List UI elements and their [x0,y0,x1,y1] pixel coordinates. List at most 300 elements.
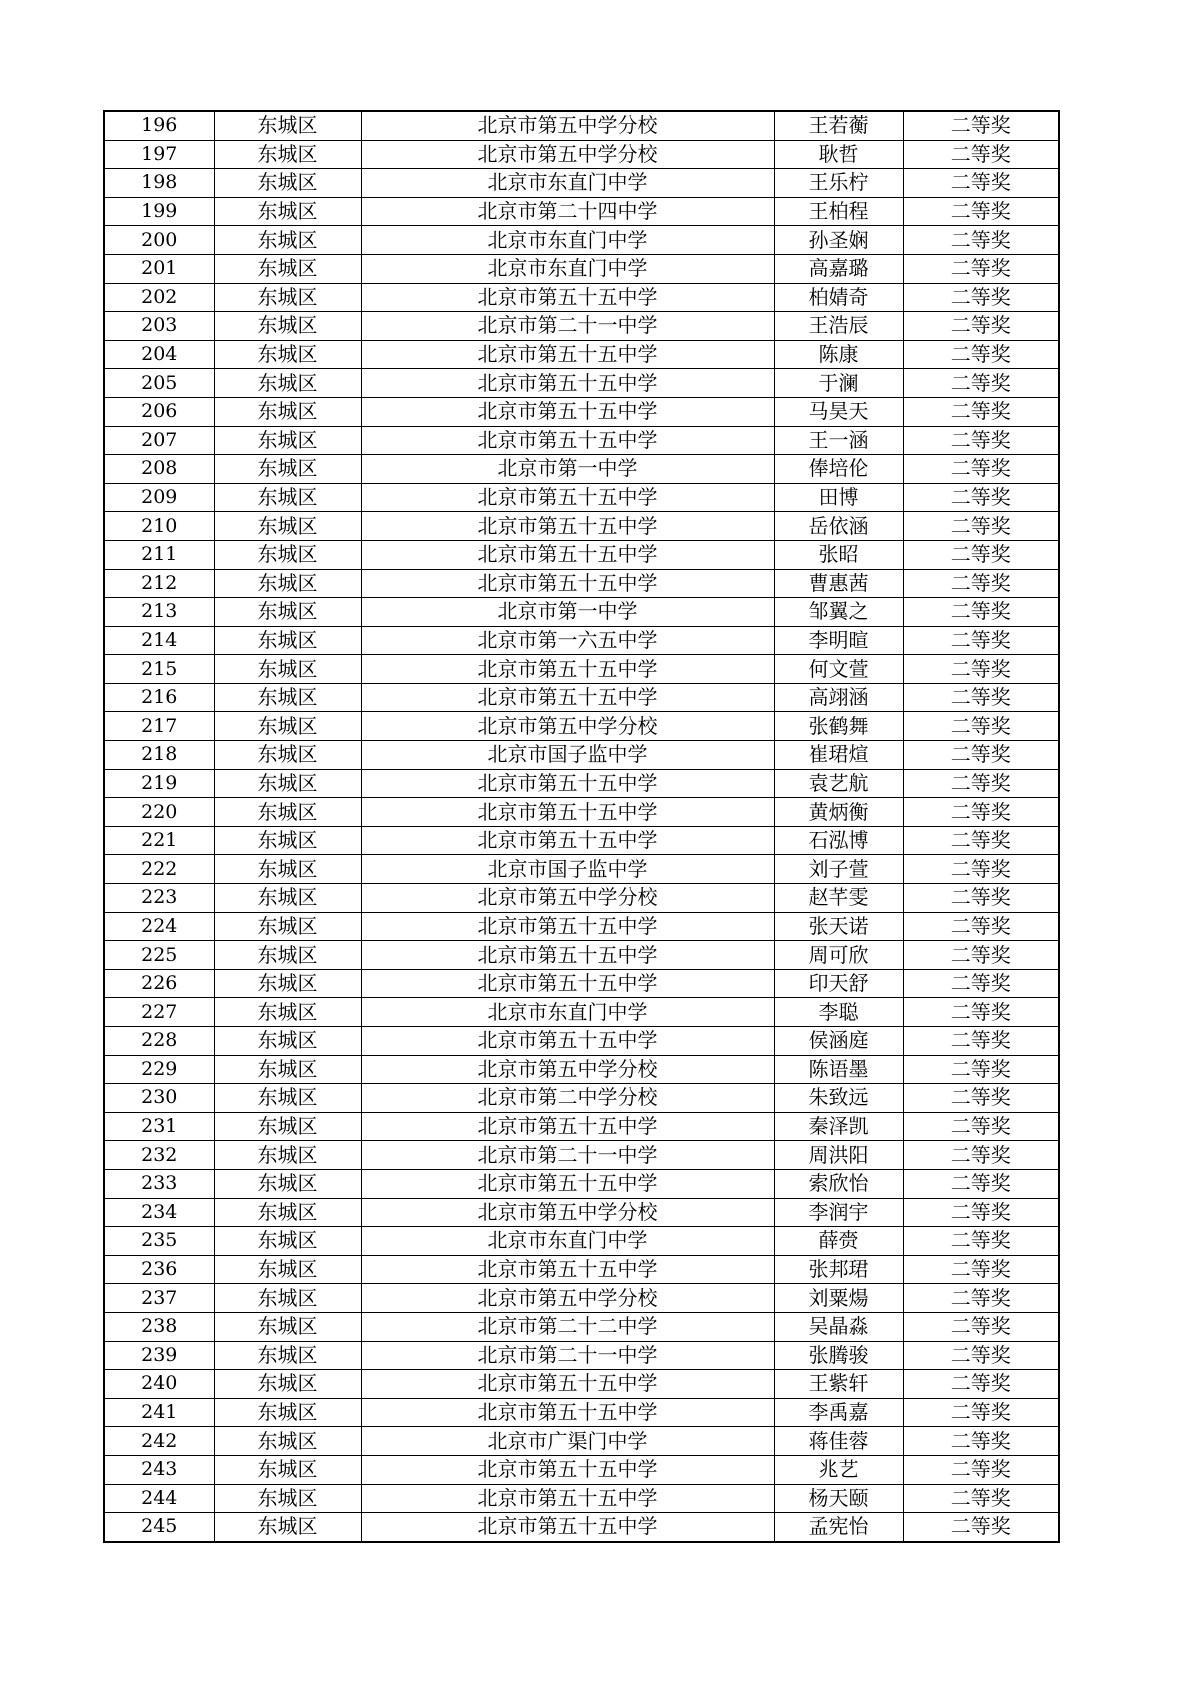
table-row [104,769,1059,798]
table-row [104,312,1059,341]
award-level-cell: 二等奖 [903,912,1059,941]
district-cell: 东城区 [214,1084,361,1113]
award-level-cell: 二等奖 [903,483,1059,512]
award-level-cell: 二等奖 [903,512,1059,541]
district-cell: 东城区 [214,769,361,798]
award-level-cell: 二等奖 [903,1255,1059,1284]
award-level-cell: 二等奖 [903,1370,1059,1399]
award-level-cell: 二等奖 [903,397,1059,426]
serial-number-cell: 217 [104,712,214,741]
award-level-cell: 二等奖 [903,1427,1059,1456]
district-cell: 东城区 [214,569,361,598]
table-row [104,1513,1059,1542]
student-name-cell: 李聪 [774,998,903,1027]
serial-number-cell: 207 [104,426,214,455]
award-level-cell: 二等奖 [903,426,1059,455]
school-cell: 北京市第二十一中学 [361,1341,774,1370]
serial-number-cell: 241 [104,1398,214,1427]
table-row [104,226,1059,255]
serial-number-cell: 201 [104,254,214,283]
district-cell: 东城区 [214,969,361,998]
student-name-cell: 张天诺 [774,912,903,941]
serial-number-cell: 198 [104,169,214,198]
school-cell: 北京市第五十五中学 [361,969,774,998]
table-row [104,283,1059,312]
table-row [104,941,1059,970]
school-cell: 北京市第五中学分校 [361,712,774,741]
serial-number-cell: 243 [104,1455,214,1484]
student-name-cell: 马昊天 [774,397,903,426]
table-row [104,884,1059,913]
school-cell: 北京市第五中学分校 [361,1198,774,1227]
school-cell: 北京市第五十五中学 [361,397,774,426]
serial-number-cell: 209 [104,483,214,512]
district-cell: 东城区 [214,884,361,913]
table-row [104,1427,1059,1456]
student-name-cell: 高翊涵 [774,683,903,712]
student-name-cell: 袁艺航 [774,769,903,798]
district-cell: 东城区 [214,1341,361,1370]
student-name-cell: 于澜 [774,369,903,398]
serial-number-cell: 202 [104,283,214,312]
school-cell: 北京市第五十五中学 [361,1484,774,1513]
award-level-cell: 二等奖 [903,226,1059,255]
table-row [104,741,1059,770]
student-name-cell: 周洪阳 [774,1141,903,1170]
award-level-cell: 二等奖 [903,455,1059,484]
school-cell: 北京市第五十五中学 [361,1112,774,1141]
table-row [104,969,1059,998]
award-level-cell: 二等奖 [903,1227,1059,1256]
serial-number-cell: 203 [104,312,214,341]
student-name-cell: 岳依涵 [774,512,903,541]
student-name-cell: 蒋佳蓉 [774,1427,903,1456]
school-cell: 北京市第二十一中学 [361,312,774,341]
student-name-cell: 俸培伦 [774,455,903,484]
school-cell: 北京市第五十五中学 [361,912,774,941]
student-name-cell: 王一涵 [774,426,903,455]
school-cell: 北京市第五十五中学 [361,1513,774,1542]
table-row [104,369,1059,398]
serial-number-cell: 229 [104,1055,214,1084]
school-cell: 北京市第五中学分校 [361,1055,774,1084]
table-row [104,626,1059,655]
district-cell: 东城区 [214,1455,361,1484]
student-name-cell: 王紫轩 [774,1370,903,1399]
school-cell: 北京市第五中学分校 [361,884,774,913]
serial-number-cell: 226 [104,969,214,998]
serial-number-cell: 220 [104,798,214,827]
school-cell: 北京市第五十五中学 [361,769,774,798]
district-cell: 东城区 [214,1513,361,1542]
table-row [104,712,1059,741]
award-level-cell: 二等奖 [903,540,1059,569]
student-name-cell: 索欣怡 [774,1169,903,1198]
school-cell: 北京市第五十五中学 [361,941,774,970]
district-cell: 东城区 [214,1227,361,1256]
district-cell: 东城区 [214,1141,361,1170]
serial-number-cell: 227 [104,998,214,1027]
student-name-cell: 田博 [774,483,903,512]
award-level-cell: 二等奖 [903,254,1059,283]
award-level-cell: 二等奖 [903,683,1059,712]
table-row [104,111,1059,140]
award-level-cell: 二等奖 [903,1027,1059,1056]
district-cell: 东城区 [214,140,361,169]
student-name-cell: 崔珺煊 [774,741,903,770]
student-name-cell: 高嘉璐 [774,254,903,283]
serial-number-cell: 214 [104,626,214,655]
school-cell: 北京市第一中学 [361,455,774,484]
district-cell: 东城区 [214,826,361,855]
student-name-cell: 石泓博 [774,826,903,855]
district-cell: 东城区 [214,1398,361,1427]
school-cell: 北京市第五十五中学 [361,369,774,398]
award-level-cell: 二等奖 [903,941,1059,970]
award-level-cell: 二等奖 [903,626,1059,655]
table-row [104,1484,1059,1513]
award-level-cell: 二等奖 [903,1513,1059,1542]
school-cell: 北京市第二十四中学 [361,197,774,226]
table-row [104,598,1059,627]
district-cell: 东城区 [214,1027,361,1056]
student-name-cell: 邹翼之 [774,598,903,627]
district-cell: 东城区 [214,1427,361,1456]
district-cell: 东城区 [214,254,361,283]
school-cell: 北京市广渠门中学 [361,1427,774,1456]
award-level-cell: 二等奖 [903,140,1059,169]
award-level-cell: 二等奖 [903,340,1059,369]
award-level-cell: 二等奖 [903,569,1059,598]
school-cell: 北京市国子监中学 [361,741,774,770]
award-level-cell: 二等奖 [903,712,1059,741]
district-cell: 东城区 [214,283,361,312]
student-name-cell: 王浩辰 [774,312,903,341]
district-cell: 东城区 [214,369,361,398]
table-row [104,998,1059,1027]
district-cell: 东城区 [214,1284,361,1313]
school-cell: 北京市第五十五中学 [361,426,774,455]
award-level-cell: 二等奖 [903,312,1059,341]
school-cell: 北京市第五十五中学 [361,826,774,855]
table-row [104,1284,1059,1313]
serial-number-cell: 219 [104,769,214,798]
district-cell: 东城区 [214,998,361,1027]
table-row [104,855,1059,884]
table-row [104,340,1059,369]
school-cell: 北京市第五十五中学 [361,1455,774,1484]
school-cell: 北京市第五十五中学 [361,1398,774,1427]
table-row [104,798,1059,827]
student-name-cell: 张昭 [774,540,903,569]
school-cell: 北京市第五十五中学 [361,1370,774,1399]
district-cell: 东城区 [214,111,361,140]
serial-number-cell: 236 [104,1255,214,1284]
serial-number-cell: 224 [104,912,214,941]
award-level-cell: 二等奖 [903,1312,1059,1341]
district-cell: 东城区 [214,426,361,455]
table-row [104,1398,1059,1427]
award-level-cell: 二等奖 [903,1169,1059,1198]
award-roster-table [103,110,1060,1543]
school-cell: 北京市第五十五中学 [361,683,774,712]
award-level-cell: 二等奖 [903,826,1059,855]
student-name-cell: 张腾骏 [774,1341,903,1370]
serial-number-cell: 204 [104,340,214,369]
student-name-cell: 印天舒 [774,969,903,998]
award-level-cell: 二等奖 [903,598,1059,627]
school-cell: 北京市第五十五中学 [361,798,774,827]
serial-number-cell: 211 [104,540,214,569]
award-level-cell: 二等奖 [903,1484,1059,1513]
student-name-cell: 吴晶淼 [774,1312,903,1341]
table-row [104,1370,1059,1399]
award-level-cell: 二等奖 [903,798,1059,827]
district-cell: 东城区 [214,598,361,627]
table-row [104,254,1059,283]
table-row [104,140,1059,169]
table-row [104,455,1059,484]
district-cell: 东城区 [214,798,361,827]
serial-number-cell: 230 [104,1084,214,1113]
table-row [104,1198,1059,1227]
school-cell: 北京市国子监中学 [361,855,774,884]
district-cell: 东城区 [214,397,361,426]
district-cell: 东城区 [214,312,361,341]
district-cell: 东城区 [214,1169,361,1198]
table-row [104,1455,1059,1484]
student-name-cell: 兆艺 [774,1455,903,1484]
table-row [104,1227,1059,1256]
student-name-cell: 刘粟煬 [774,1284,903,1313]
school-cell: 北京市第五十五中学 [361,512,774,541]
table-row [104,683,1059,712]
serial-number-cell: 225 [104,941,214,970]
district-cell: 东城区 [214,340,361,369]
table-row [104,512,1059,541]
award-level-cell: 二等奖 [903,884,1059,913]
table-row [104,169,1059,198]
student-name-cell: 薛赍 [774,1227,903,1256]
district-cell: 东城区 [214,741,361,770]
serial-number-cell: 234 [104,1198,214,1227]
award-level-cell: 二等奖 [903,283,1059,312]
district-cell: 东城区 [214,626,361,655]
district-cell: 东城区 [214,169,361,198]
table-row [104,197,1059,226]
award-level-cell: 二等奖 [903,1084,1059,1113]
award-level-cell: 二等奖 [903,1055,1059,1084]
serial-number-cell: 199 [104,197,214,226]
serial-number-cell: 206 [104,397,214,426]
student-name-cell: 何文萱 [774,655,903,684]
serial-number-cell: 231 [104,1112,214,1141]
district-cell: 东城区 [214,1312,361,1341]
school-cell: 北京市第二中学分校 [361,1084,774,1113]
table-row [104,426,1059,455]
table-row [104,1141,1059,1170]
award-level-cell: 二等奖 [903,1284,1059,1313]
student-name-cell: 陈康 [774,340,903,369]
district-cell: 东城区 [214,1055,361,1084]
serial-number-cell: 238 [104,1312,214,1341]
serial-number-cell: 200 [104,226,214,255]
table-row [104,1027,1059,1056]
district-cell: 东城区 [214,941,361,970]
student-name-cell: 王乐柠 [774,169,903,198]
school-cell: 北京市第五十五中学 [361,483,774,512]
district-cell: 东城区 [214,1484,361,1513]
student-name-cell: 赵芊雯 [774,884,903,913]
student-name-cell: 李明暄 [774,626,903,655]
student-name-cell: 黄炳衡 [774,798,903,827]
table-row [104,912,1059,941]
student-name-cell: 曹惠茜 [774,569,903,598]
serial-number-cell: 218 [104,741,214,770]
student-name-cell: 朱致远 [774,1084,903,1113]
award-level-cell: 二等奖 [903,1341,1059,1370]
student-name-cell: 张鹤舞 [774,712,903,741]
serial-number-cell: 208 [104,455,214,484]
award-level-cell: 二等奖 [903,969,1059,998]
student-name-cell: 陈语墨 [774,1055,903,1084]
district-cell: 东城区 [214,197,361,226]
award-level-cell: 二等奖 [903,111,1059,140]
school-cell: 北京市第五十五中学 [361,1027,774,1056]
serial-number-cell: 228 [104,1027,214,1056]
district-cell: 东城区 [214,655,361,684]
student-name-cell: 李禹嘉 [774,1398,903,1427]
award-level-cell: 二等奖 [903,741,1059,770]
school-cell: 北京市第五十五中学 [361,1255,774,1284]
award-level-cell: 二等奖 [903,769,1059,798]
school-cell: 北京市第五十五中学 [361,655,774,684]
award-level-cell: 二等奖 [903,1455,1059,1484]
serial-number-cell: 233 [104,1169,214,1198]
table-row [104,826,1059,855]
serial-number-cell: 216 [104,683,214,712]
serial-number-cell: 196 [104,111,214,140]
district-cell: 东城区 [214,1112,361,1141]
school-cell: 北京市第五十五中学 [361,569,774,598]
award-level-cell: 二等奖 [903,998,1059,1027]
serial-number-cell: 245 [104,1513,214,1542]
award-level-cell: 二等奖 [903,855,1059,884]
serial-number-cell: 205 [104,369,214,398]
serial-number-cell: 232 [104,1141,214,1170]
school-cell: 北京市东直门中学 [361,169,774,198]
school-cell: 北京市第五中学分校 [361,140,774,169]
district-cell: 东城区 [214,483,361,512]
school-cell: 北京市东直门中学 [361,226,774,255]
school-cell: 北京市东直门中学 [361,998,774,1027]
award-level-cell: 二等奖 [903,197,1059,226]
award-level-cell: 二等奖 [903,369,1059,398]
student-name-cell: 孙圣娴 [774,226,903,255]
student-name-cell: 孟宪怡 [774,1513,903,1542]
award-level-cell: 二等奖 [903,1141,1059,1170]
student-name-cell: 周可欣 [774,941,903,970]
serial-number-cell: 239 [104,1341,214,1370]
award-level-cell: 二等奖 [903,655,1059,684]
serial-number-cell: 215 [104,655,214,684]
table-row [104,1255,1059,1284]
table-row [104,483,1059,512]
table-row [104,397,1059,426]
district-cell: 东城区 [214,512,361,541]
student-name-cell: 侯涵庭 [774,1027,903,1056]
serial-number-cell: 213 [104,598,214,627]
student-name-cell: 耿哲 [774,140,903,169]
school-cell: 北京市第五十五中学 [361,283,774,312]
school-cell: 北京市第二十二中学 [361,1312,774,1341]
serial-number-cell: 237 [104,1284,214,1313]
table-row [104,655,1059,684]
district-cell: 东城区 [214,1370,361,1399]
school-cell: 北京市第一中学 [361,598,774,627]
district-cell: 东城区 [214,1198,361,1227]
table-row [104,569,1059,598]
table-row [104,1084,1059,1113]
student-name-cell: 杨天颐 [774,1484,903,1513]
district-cell: 东城区 [214,1255,361,1284]
district-cell: 东城区 [214,540,361,569]
school-cell: 北京市第二十一中学 [361,1141,774,1170]
district-cell: 东城区 [214,712,361,741]
student-name-cell: 李润宇 [774,1198,903,1227]
serial-number-cell: 240 [104,1370,214,1399]
table-row [104,1112,1059,1141]
table-row [104,1169,1059,1198]
school-cell: 北京市第五十五中学 [361,1169,774,1198]
award-level-cell: 二等奖 [903,1198,1059,1227]
serial-number-cell: 244 [104,1484,214,1513]
district-cell: 东城区 [214,683,361,712]
table-row [104,540,1059,569]
award-level-cell: 二等奖 [903,1112,1059,1141]
table-row [104,1055,1059,1084]
district-cell: 东城区 [214,855,361,884]
student-name-cell: 王若蘅 [774,111,903,140]
award-roster-body [104,111,1059,1542]
table-row [104,1341,1059,1370]
school-cell: 北京市东直门中学 [361,1227,774,1256]
serial-number-cell: 242 [104,1427,214,1456]
serial-number-cell: 223 [104,884,214,913]
student-name-cell: 张邦珺 [774,1255,903,1284]
school-cell: 北京市第五十五中学 [361,540,774,569]
serial-number-cell: 235 [104,1227,214,1256]
school-cell: 北京市东直门中学 [361,254,774,283]
district-cell: 东城区 [214,912,361,941]
district-cell: 东城区 [214,226,361,255]
student-name-cell: 王柏程 [774,197,903,226]
table-row [104,1312,1059,1341]
award-level-cell: 二等奖 [903,169,1059,198]
school-cell: 北京市第五中学分校 [361,111,774,140]
award-level-cell: 二等奖 [903,1398,1059,1427]
school-cell: 北京市第五中学分校 [361,1284,774,1313]
serial-number-cell: 222 [104,855,214,884]
serial-number-cell: 221 [104,826,214,855]
student-name-cell: 秦泽凯 [774,1112,903,1141]
serial-number-cell: 210 [104,512,214,541]
serial-number-cell: 197 [104,140,214,169]
student-name-cell: 柏婧奇 [774,283,903,312]
district-cell: 东城区 [214,455,361,484]
school-cell: 北京市第五十五中学 [361,340,774,369]
school-cell: 北京市第一六五中学 [361,626,774,655]
